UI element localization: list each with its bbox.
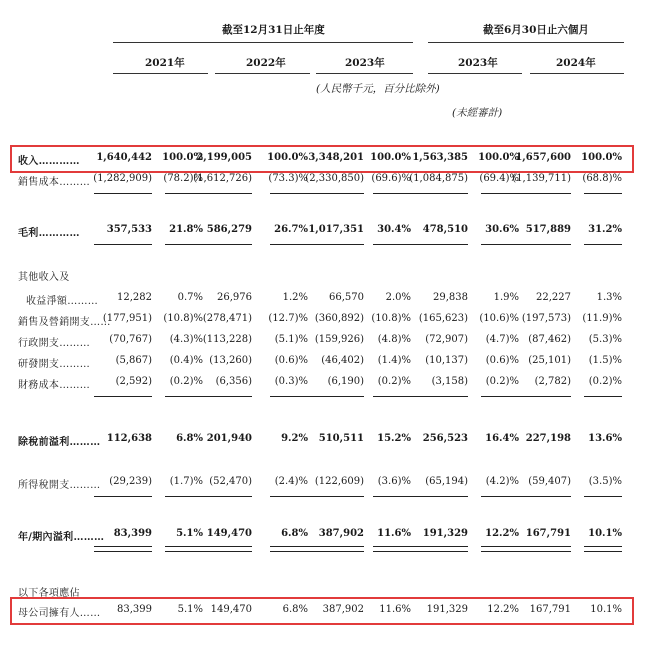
double-underline xyxy=(410,546,468,552)
percent-cell: 1.2% xyxy=(282,292,308,303)
amount-cell: (72,907) xyxy=(425,334,468,345)
double-underline xyxy=(584,546,622,552)
amount-cell: (29,239) xyxy=(109,476,152,487)
percent-cell: 10.1% xyxy=(588,528,622,539)
year-rule-2023-half xyxy=(428,73,522,74)
finance-costs-row xyxy=(0,376,660,390)
amount-cell: 167,791 xyxy=(529,604,571,615)
amount-cell: (3,158) xyxy=(431,376,468,387)
amount-cell: 357,533 xyxy=(106,224,152,235)
amount-cell: (1,084,875) xyxy=(409,173,468,184)
row-label: 所得稅開支……… xyxy=(18,480,101,491)
amount-cell: 167,791 xyxy=(525,528,571,539)
percent-cell: 15.2% xyxy=(377,433,411,444)
single-underline xyxy=(373,396,411,397)
single-underline xyxy=(194,244,252,245)
amount-cell: (52,470) xyxy=(209,476,252,487)
amount-cell: (159,926) xyxy=(314,334,364,345)
amount-cell: 510,511 xyxy=(318,433,364,444)
amount-cell: (65,194) xyxy=(425,476,468,487)
percent-cell: (1.7)% xyxy=(169,476,203,487)
percent-cell: 2.0% xyxy=(385,292,411,303)
amount-cell: 149,470 xyxy=(210,604,252,615)
amount-cell: 1,563,385 xyxy=(412,152,468,163)
amount-cell: (2,782) xyxy=(534,376,571,387)
amount-cell: (165,623) xyxy=(418,313,468,324)
amount-cell: 478,510 xyxy=(422,224,468,235)
cost-of-sales-row xyxy=(0,173,660,187)
percent-cell: 100.0% xyxy=(162,152,203,163)
amount-cell: 83,399 xyxy=(117,604,152,615)
amount-cell: (87,462) xyxy=(528,334,571,345)
single-underline xyxy=(270,193,308,194)
gross-profit-row xyxy=(0,224,660,238)
single-underline xyxy=(373,193,411,194)
amount-cell: 586,279 xyxy=(206,224,252,235)
amount-cell: 517,889 xyxy=(525,224,571,235)
row-label: 其他收入及 xyxy=(18,272,70,283)
year-rule-2024-half xyxy=(530,73,624,74)
percent-cell: (10.6)% xyxy=(479,313,519,324)
amount-cell: (46,402) xyxy=(321,355,364,366)
amount-cell: 29,838 xyxy=(433,292,468,303)
amount-cell: 112,638 xyxy=(106,433,152,444)
percent-cell: 1.3% xyxy=(596,292,622,303)
single-underline xyxy=(513,244,571,245)
amount-cell: 1,017,351 xyxy=(308,224,364,235)
percent-cell: (0.3)% xyxy=(274,376,308,387)
fy-header-rule xyxy=(113,42,413,43)
other-income-label-row xyxy=(0,268,660,282)
single-underline xyxy=(584,193,622,194)
amount-cell: (197,573) xyxy=(521,313,571,324)
percent-cell: 30.6% xyxy=(485,224,519,235)
attributable-to-row xyxy=(0,584,660,598)
percent-cell: 100.0% xyxy=(478,152,519,163)
amount-cell: 201,940 xyxy=(206,433,252,444)
single-underline xyxy=(306,193,364,194)
percent-cell: 11.6% xyxy=(379,604,411,615)
percent-cell: (0.2)% xyxy=(588,376,622,387)
amount-cell: (113,228) xyxy=(202,334,252,345)
year-header-2023-fy: 2023年 xyxy=(345,57,385,69)
percent-cell: (0.6)% xyxy=(274,355,308,366)
single-underline xyxy=(94,396,152,397)
single-underline xyxy=(306,496,364,497)
percent-cell: 13.6% xyxy=(588,433,622,444)
single-underline xyxy=(410,193,468,194)
year-header-2023-half: 2023年 xyxy=(458,57,498,69)
percent-cell: 0.7% xyxy=(177,292,203,303)
amount-cell: 26,976 xyxy=(217,292,252,303)
other-income-net-row xyxy=(0,292,660,306)
selling-marketing-row xyxy=(0,313,660,327)
amount-cell: 1,640,442 xyxy=(96,152,152,163)
revenue-row xyxy=(0,152,660,166)
amount-cell: (6,356) xyxy=(215,376,252,387)
amount-cell: (1,612,726) xyxy=(193,173,252,184)
amount-cell: 149,470 xyxy=(206,528,252,539)
amount-cell: 227,198 xyxy=(525,433,571,444)
amount-cell: 387,902 xyxy=(322,604,364,615)
year-rule-2021 xyxy=(113,73,208,74)
percent-cell: 6.8% xyxy=(282,604,308,615)
single-underline xyxy=(513,193,571,194)
single-underline xyxy=(306,244,364,245)
single-underline xyxy=(410,244,468,245)
percent-cell: 26.7% xyxy=(274,224,308,235)
percent-cell: (68.8)% xyxy=(582,173,622,184)
percent-cell: (4.8)% xyxy=(377,334,411,345)
single-underline xyxy=(94,244,152,245)
single-underline xyxy=(194,496,252,497)
amount-cell: (13,260) xyxy=(209,355,252,366)
admin-expenses-row xyxy=(0,334,660,348)
double-underline xyxy=(373,546,411,552)
amount-cell: (177,951) xyxy=(102,313,152,324)
amount-cell: (10,137) xyxy=(425,355,468,366)
percent-cell: (5.3)% xyxy=(588,334,622,345)
row-label: 銷售成本……… xyxy=(18,177,91,188)
amount-cell: (5,867) xyxy=(115,355,152,366)
percent-cell: (0.2)% xyxy=(377,376,411,387)
percent-cell: 11.6% xyxy=(377,528,411,539)
double-underline xyxy=(270,546,308,552)
percent-cell: (4.7)% xyxy=(485,334,519,345)
income-tax-row xyxy=(0,476,660,490)
amount-cell: 191,329 xyxy=(426,604,468,615)
percent-cell: (1.4)% xyxy=(377,355,411,366)
year-header-2024-half: 2024年 xyxy=(556,57,596,69)
profit-for-period-row xyxy=(0,528,660,542)
single-underline xyxy=(410,396,468,397)
parent-owners-row xyxy=(0,604,660,618)
percent-cell: 30.4% xyxy=(377,224,411,235)
percent-cell: (10.8)% xyxy=(371,313,411,324)
percent-cell: 1.9% xyxy=(493,292,519,303)
row-label: 銷售及營銷開支…… xyxy=(18,317,111,328)
single-underline xyxy=(513,496,571,497)
amount-cell: (122,609) xyxy=(314,476,364,487)
single-underline xyxy=(584,244,622,245)
percent-cell: 5.1% xyxy=(176,528,203,539)
single-underline xyxy=(584,396,622,397)
amount-cell: 83,399 xyxy=(113,528,152,539)
percent-cell: (5.1)% xyxy=(274,334,308,345)
row-label: 以下各項應佔 xyxy=(18,588,80,599)
percent-cell: (3.5)% xyxy=(588,476,622,487)
half-header-rule xyxy=(428,42,624,43)
percent-cell: (10.8)% xyxy=(163,313,203,324)
single-underline xyxy=(94,193,152,194)
profit-before-tax-row xyxy=(0,433,660,447)
percent-cell: 6.8% xyxy=(281,528,308,539)
percent-cell: (0.6)% xyxy=(485,355,519,366)
percent-cell: (0.4)% xyxy=(169,355,203,366)
period-half-header: 截至6月30日止六個月 xyxy=(483,24,589,36)
percent-cell: 100.0% xyxy=(370,152,411,163)
percent-cell: (0.2)% xyxy=(485,376,519,387)
percent-cell: 5.1% xyxy=(177,604,203,615)
percent-cell: 12.2% xyxy=(487,604,519,615)
percent-cell: 100.0% xyxy=(581,152,622,163)
double-underline xyxy=(306,546,364,552)
row-label: 行政開支……… xyxy=(18,338,91,349)
amount-cell: 66,570 xyxy=(329,292,364,303)
amount-cell: (1,139,711) xyxy=(512,173,571,184)
percent-cell: 100.0% xyxy=(267,152,308,163)
percent-cell: 31.2% xyxy=(588,224,622,235)
year-rule-2023-fy xyxy=(316,73,413,74)
single-underline xyxy=(270,496,308,497)
amount-cell: (278,471) xyxy=(202,313,252,324)
single-underline xyxy=(270,244,308,245)
year-header-2022: 2022年 xyxy=(246,57,286,69)
row-label: 收入………… xyxy=(18,156,80,167)
amount-cell: (6,190) xyxy=(327,376,364,387)
row-label: 母公司擁有人…… xyxy=(18,608,101,619)
percent-cell: (73.3)% xyxy=(268,173,308,184)
row-label: 研發開支……… xyxy=(18,359,91,370)
single-underline xyxy=(194,193,252,194)
amount-cell: 22,227 xyxy=(536,292,571,303)
percent-cell: (78.2)% xyxy=(163,173,203,184)
percent-cell: (69.4)% xyxy=(479,173,519,184)
amount-cell: (1,282,909) xyxy=(93,173,152,184)
rnd-expenses-row xyxy=(0,355,660,369)
percent-cell: 12.2% xyxy=(485,528,519,539)
percent-cell: (4.2)% xyxy=(485,476,519,487)
percent-cell: (12.7)% xyxy=(268,313,308,324)
period-fy-header: 截至12月31日止年度 xyxy=(222,24,325,36)
single-underline xyxy=(584,496,622,497)
row-label: 除稅前溢利……… xyxy=(18,437,101,448)
single-underline xyxy=(94,496,152,497)
percent-cell: 9.2% xyxy=(281,433,308,444)
year-header-2021: 2021年 xyxy=(145,57,185,69)
single-underline xyxy=(306,396,364,397)
percent-cell: 10.1% xyxy=(590,604,622,615)
amount-cell: 256,523 xyxy=(422,433,468,444)
percent-cell: (2.4)% xyxy=(274,476,308,487)
percent-cell: (0.2)% xyxy=(169,376,203,387)
single-underline xyxy=(373,244,411,245)
double-underline xyxy=(194,546,252,552)
amount-cell: 2,199,005 xyxy=(196,152,252,163)
percent-cell: (4.3)% xyxy=(169,334,203,345)
amount-cell: (25,101) xyxy=(528,355,571,366)
percent-cell: (1.5)% xyxy=(588,355,622,366)
row-label: 收益淨額……… xyxy=(26,296,99,307)
percent-cell: (11.9)% xyxy=(582,313,622,324)
row-label: 毛利………… xyxy=(18,228,80,239)
row-label: 財務成本……… xyxy=(18,380,91,391)
double-underline xyxy=(513,546,571,552)
unit-note: (人民幣千元，百分比除外) xyxy=(316,83,440,95)
percent-cell: 21.8% xyxy=(169,224,203,235)
percent-cell: 16.4% xyxy=(485,433,519,444)
single-underline xyxy=(270,396,308,397)
amount-cell: 3,348,201 xyxy=(308,152,364,163)
single-underline xyxy=(410,496,468,497)
amount-cell: (2,592) xyxy=(115,376,152,387)
amount-cell: 191,329 xyxy=(422,528,468,539)
double-underline xyxy=(94,546,152,552)
amount-cell: (59,407) xyxy=(528,476,571,487)
percent-cell: 6.8% xyxy=(176,433,203,444)
row-label: 年/期內溢利……… xyxy=(18,532,105,543)
single-underline xyxy=(194,396,252,397)
year-rule-2022 xyxy=(215,73,310,74)
single-underline xyxy=(513,396,571,397)
percent-cell: (3.6)% xyxy=(377,476,411,487)
unaudited-note: (未經審計) xyxy=(452,107,503,119)
amount-cell: 12,282 xyxy=(117,292,152,303)
amount-cell: 387,902 xyxy=(318,528,364,539)
amount-cell: (360,892) xyxy=(314,313,364,324)
amount-cell: 1,657,600 xyxy=(515,152,571,163)
single-underline xyxy=(373,496,411,497)
percent-cell: (69.6)% xyxy=(371,173,411,184)
amount-cell: (2,330,850) xyxy=(305,173,364,184)
amount-cell: (70,767) xyxy=(109,334,152,345)
